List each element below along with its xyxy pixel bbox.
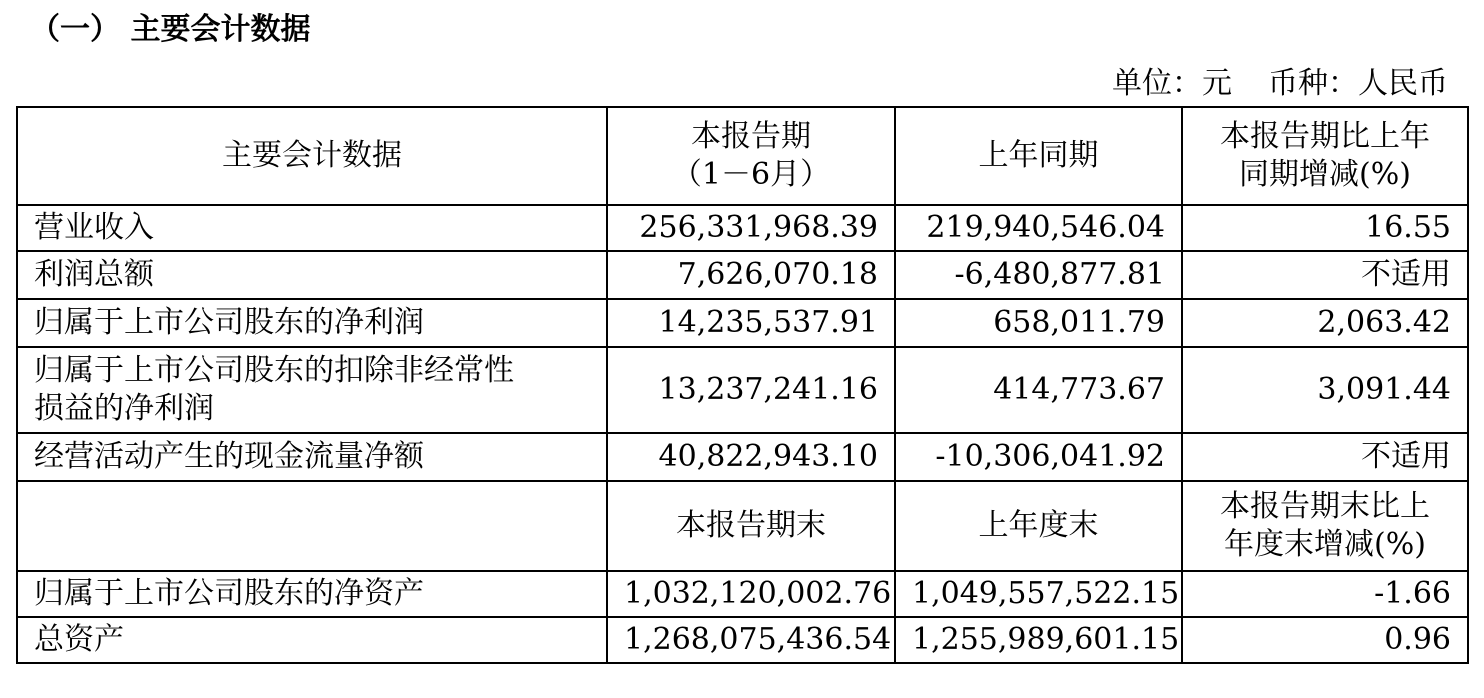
subheader-prior-year-end: 上年度末 bbox=[895, 481, 1182, 571]
header-current-period-line2: （1－6月） bbox=[671, 157, 831, 192]
table-row bbox=[17, 617, 1468, 663]
table-row bbox=[17, 433, 1468, 481]
table-subheader-row bbox=[17, 481, 1468, 571]
subheader-change bbox=[1182, 481, 1468, 571]
section-title: （一） 主要会计数据 bbox=[30, 12, 311, 47]
row-current-value: 14,235,537.91 bbox=[607, 299, 895, 347]
row-prior-value: 658,011.79 bbox=[895, 299, 1182, 347]
row-label-line1: 归属于上市公司股东的扣除非经常性 bbox=[34, 353, 514, 388]
row-current-value: 40,822,943.10 bbox=[607, 433, 895, 481]
row-prior-value: -10,306,041.92 bbox=[895, 433, 1182, 481]
header-prior-period: 上年同期 bbox=[895, 107, 1182, 205]
header-current-period-line1: 本报告期 bbox=[691, 119, 811, 154]
row-change-value: 16.55 bbox=[1182, 205, 1468, 251]
row-label bbox=[17, 347, 607, 433]
header-item: 主要会计数据 bbox=[17, 107, 607, 205]
row-prior-value: 414,773.67 bbox=[895, 347, 1182, 433]
row-change-value: 不适用 bbox=[1182, 433, 1468, 481]
row-label-line2: 损益的净利润 bbox=[34, 391, 214, 426]
row-label: 归属于上市公司股东的净利润 bbox=[17, 299, 607, 347]
row-label: 利润总额 bbox=[17, 251, 607, 299]
table-row bbox=[17, 205, 1468, 251]
row-label: 总资产 bbox=[17, 617, 607, 663]
header-change-line2: 同期增减(%) bbox=[1239, 157, 1411, 192]
row-change-value: 2,063.42 bbox=[1182, 299, 1468, 347]
row-label: 营业收入 bbox=[17, 205, 607, 251]
table-row bbox=[17, 347, 1468, 433]
row-current-value: 256,331,968.39 bbox=[607, 205, 895, 251]
unit-label: 单位：元 bbox=[1112, 66, 1232, 101]
row-current-value: 13,237,241.16 bbox=[607, 347, 895, 433]
currency-label: 币种：人民币 bbox=[1268, 66, 1448, 101]
row-change-value: 3,091.44 bbox=[1182, 347, 1468, 433]
row-current-value: 7,626,070.18 bbox=[607, 251, 895, 299]
table-row bbox=[17, 571, 1468, 617]
subheader-item bbox=[17, 481, 607, 571]
header-current-period bbox=[607, 107, 895, 205]
unit-line bbox=[1112, 64, 1448, 104]
row-change-value: -1.66 bbox=[1182, 571, 1468, 617]
row-prior-value: 1,049,557,522.15 bbox=[895, 571, 1182, 617]
row-label: 经营活动产生的现金流量净额 bbox=[17, 433, 607, 481]
row-prior-value: 219,940,546.04 bbox=[895, 205, 1182, 251]
row-prior-value: -6,480,877.81 bbox=[895, 251, 1182, 299]
row-prior-value: 1,255,989,601.15 bbox=[895, 617, 1182, 663]
row-change-value: 不适用 bbox=[1182, 251, 1468, 299]
row-current-value: 1,032,120,002.76 bbox=[607, 571, 895, 617]
row-current-value: 1,268,075,436.54 bbox=[607, 617, 895, 663]
header-change bbox=[1182, 107, 1468, 205]
subheader-change-line1: 本报告期末比上 bbox=[1220, 489, 1430, 524]
table-row bbox=[17, 251, 1468, 299]
subheader-current-period-end: 本报告期末 bbox=[607, 481, 895, 571]
row-change-value: 0.96 bbox=[1182, 617, 1468, 663]
table-row bbox=[17, 299, 1468, 347]
table-header-row bbox=[17, 107, 1468, 205]
row-label: 归属于上市公司股东的净资产 bbox=[17, 571, 607, 617]
key-accounting-data-table bbox=[16, 106, 1469, 664]
header-change-line1: 本报告期比上年 bbox=[1220, 119, 1430, 154]
subheader-change-line2: 年度末增减(%) bbox=[1224, 527, 1426, 562]
